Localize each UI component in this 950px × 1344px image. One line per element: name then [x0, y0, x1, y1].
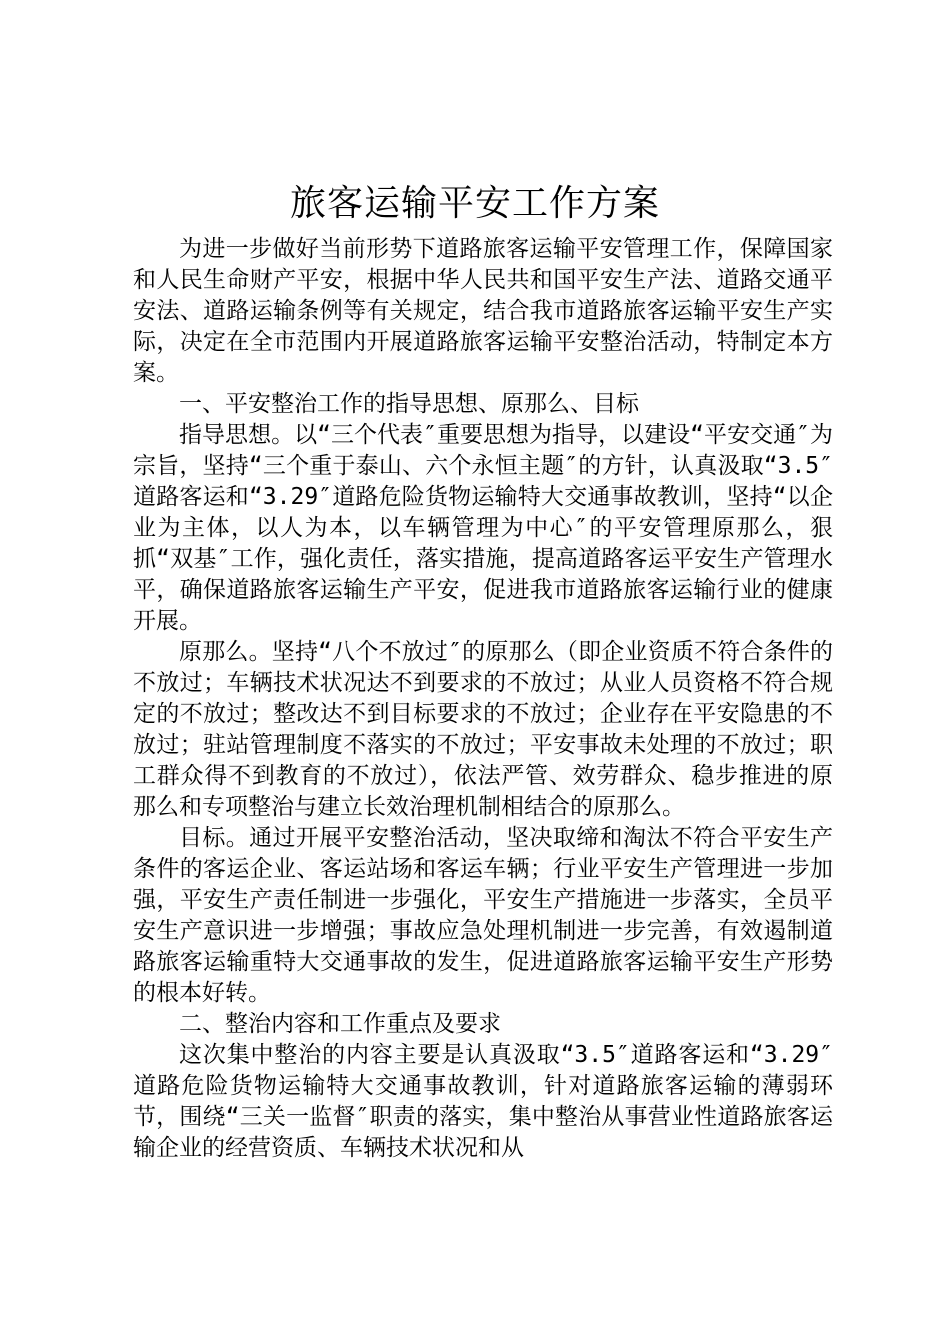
- section-heading-1: 一、平安整治工作的指导思想、原那么、目标: [179, 391, 639, 417]
- paragraph-intro: 为进一步做好当前形势下道路旅客运输平安管理工作，保障国家和人民生命财产平安，根据中华人民共和国平安生产法、道路交通平安法、道路运输条例等有关规定，结合我市道路旅客运输平安生产实际，决定在全市范围内开展道路旅客运输平安整治活动，特制定本方案。: [133, 236, 833, 386]
- paragraph-principles: 原那么。坚持“八个不放过″的原那么（即企业资质不符合条件的不放过；车辆技术状况达不到要求的不放过；从业人员资格不符合规定的不放过；整改达不到目标要求的不放过；企业存在平安隐患的不放过；驻站管理制度不落实的不放过；平安事故未处理的不放过；职工群众得不到教育的不放过），依法严管、效劳群众、稳步推进的原那么和专项整治与建立长效治理机制相结合的原那么。: [133, 639, 833, 820]
- paragraph-goals: 目标。通过开展平安整治活动，坚决取缔和淘汰不符合平安生产条件的客运企业、客运站场和客运车辆；行业平安生产管理进一步加强，平安生产责任制进一步强化，平安生产措施进一步落实，全员平安生产意识进一步增强；事故应急处理机制进一步完善，有效遏制道路旅客运输重特大交通事故的发生，促进道路旅客运输平安生产形势的根本好转。: [133, 825, 833, 1006]
- document-body: [133, 234, 833, 1164]
- paragraph-content: 这次集中整治的内容主要是认真汲取“3.5″道路客运和“3.29″道路危险货物运输特大交通事故教训，针对道路旅客运输的薄弱环节，围绕“三关一监督″职责的落实，集中整治从事营业性道路旅客运输企业的经营资质、车辆技术状况和从: [133, 1042, 833, 1161]
- section-heading-2: 二、整治内容和工作重点及要求: [179, 1011, 501, 1037]
- document-title: 旅客运输平安工作方案: [289, 183, 660, 224]
- paragraph-guiding-ideology: 指导思想。以“三个代表″重要思想为指导，以建设“平安交通″为宗旨，坚持“三个重于泰山、六个永恒主题″的方针，认真汲取“3.5″道路客运和“3.29″道路危险货物运输特大交通事故教训，坚持“以企业为主体，以人为本，以车辆管理为中心″的平安管理原那么，狠抓“双基″工作，强化责任，落实措施，提高道路客运平安生产管理水平，确保道路旅客运输生产平安，促进我市道路旅客运输行业的健康开展。: [133, 422, 833, 634]
